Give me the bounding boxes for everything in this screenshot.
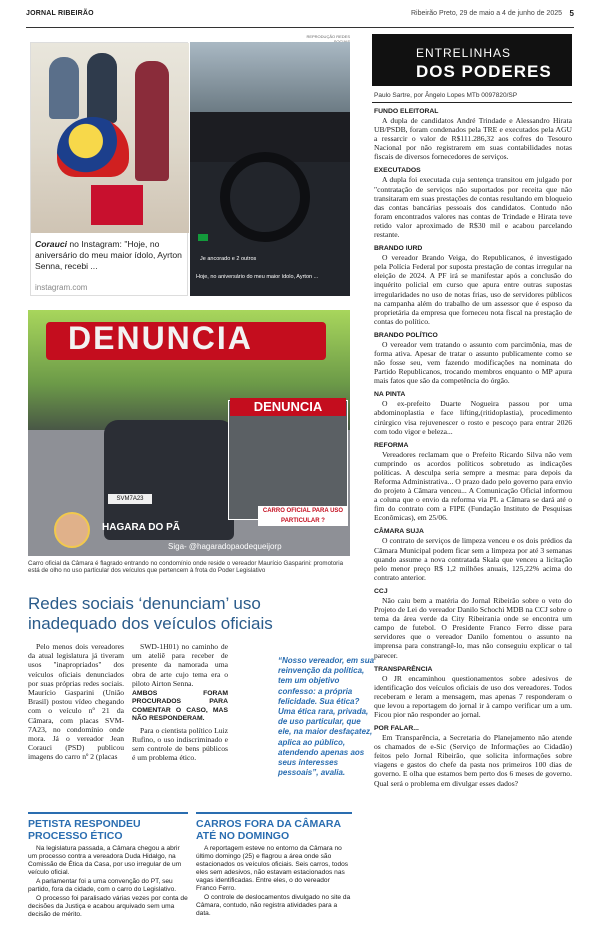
article-paragraph: SWD-1H01) no caminho de um ateliê para receber de presente da namorada uma obra de arte cujo tema era o piloto Airton Senna.	[132, 642, 228, 688]
video-overlay-caption: Hoje, no aniversário do meu maior ídolo, Ayrton ...	[196, 274, 319, 280]
instagram-caption-text: no Instagram: "Hoje, no aniversário do meu maior ídolo, Ayrton Senna, recebi ...	[35, 239, 182, 271]
note-text: O vereador vem tratando o assunto com parcimônia, mas de forma ativa. Apesar de tratar o assunto publicamente como se não fosse seu, vem fazendo modificações na nominata do Partido Republicanos, trocando membros enquanto o MP apura mais fatos que são da competência do órgão.	[374, 339, 572, 386]
note-text: Em Transparência, a Secretaria do Planejamento não atende os chamados de e-Sic (Serviço de Informações ao Cidadão) feitos pelo Jornal Ribeirão, que solicita informações sobre viagens e gastos do chefe da pasta nos primeiros 100 dias de governo. E olha que estamos bem perto dos 6 meses de governo. Qual será o problema em divulgar esses dados?	[374, 733, 572, 788]
person-figure	[87, 53, 117, 123]
denuncia-banner-text: DENUNCIA	[68, 320, 253, 356]
note-text: Vereadores reclamam que o Prefeito Ricardo Silva não vem cumprindo os acordos políticos sobretudo as indicações políticas. A desculpa seria sempre a mesma: para depois da Reforma Administrativa... O prazo dado pelo governo para envio do projeto à Câmara venceu... A Comunicação Oficial informou a coluna que o envio da reforma via PL a Câmara se dará até o fim do contrato com a FIPE (Fundação Instituto de Pesquisas Econômicas), em 25/06.	[374, 449, 572, 523]
column-title-line2: DOS PODERES	[416, 62, 552, 81]
photo-credit: REPRODUÇÃO REDES	[306, 34, 350, 39]
steering-wheel	[220, 152, 310, 242]
sidebar-box-left	[28, 818, 188, 920]
note-text: O JR encaminhou questionamentos sobre adesivos de identificação dos veículos oficiais de uso dos vereadores. Todos receberam e leram a mensagem, mas apenas 7 responderam o que levou a reportagem do jornal ir à campo verificar um a um. Ficou pior não responder ao jornal.	[374, 673, 572, 719]
inset-caption: CARRO OFICIAL PARA USO PARTICULAR ?	[258, 506, 348, 526]
column-note	[374, 245, 572, 326]
avatar	[54, 512, 90, 548]
column-notes	[374, 108, 572, 794]
denuncia-image	[28, 310, 350, 556]
column-title-line1: ENTRELINHAS	[416, 46, 512, 60]
column-note	[374, 666, 572, 719]
helmet-artwork	[57, 117, 129, 177]
article-column-2	[132, 642, 228, 762]
brand-text: HAGARA DO PÃ	[102, 522, 180, 533]
box-paragraph: O processo foi paralisado várias vezes por conta de decisões da Justiça e acabou arquivado sem uma decisão de mérito.	[28, 895, 188, 918]
note-text: A dupla foi executada cuja sentença transitou em julgado por "contratação de serviços não suportados por receita que não transitaram em suas prestações de contas resultando em bloqueio das contas bancárias pessoais dos candidatos. Contudo não foram encontrados valores nas contas de Trindade e Hirata teve retido valor aproximado de R$30 mil e acabou parcelando restante.	[374, 175, 572, 240]
inset-banner: DENUNCIA	[230, 398, 346, 416]
car-video-still	[190, 42, 350, 296]
windshield-view	[190, 42, 350, 112]
issue-date: Ribeirão Preto, 29 de maio a 4 de junho de 2025	[411, 10, 562, 17]
person-figure	[135, 61, 169, 181]
note-title: CCJ	[374, 587, 388, 595]
column-note	[374, 588, 572, 660]
note-title: BRANDO IURD	[374, 245, 423, 253]
note-title: CÂMARA SUJA	[374, 528, 424, 536]
article-column-1	[28, 642, 124, 762]
column-note	[374, 332, 572, 385]
article-paragraph: Para o cientista político Luiz Rufino, o uso indiscriminado e sem controle de bens públicos é um problema ético.	[132, 725, 228, 763]
note-title: FUNDO ELEITORAL	[374, 108, 439, 115]
box-title: CARROS FORA DA CÂMARA ATÉ NO DOMINGO	[196, 818, 341, 842]
instagram-photo	[31, 43, 189, 233]
note-text: Não caiu bem a matéria do Jornal Ribeirão sobre o veto do Projeto de Lei do vereador Danilo Schochi MDB na CCJ sobre o tema da área verde da City Ribeirania onde se encontra um campo de futebol. O Presidente Franco Ferro disse para servidores que o vereador Danilo fomentou o assunto na imprensa para constrangê-lo, mas não conseguiu explicar o tal parecer.	[374, 595, 572, 660]
box-paragraph: A parlamentar foi a uma convenção do PT, seu partido, fora da cidade, com o carro do Legislativo.	[28, 878, 177, 893]
note-text: O ex-prefeito Duarte Nogueira passou por uma abdominoplastia e face lifting,(ritidoplastia), procedimento cirúrgico visa rejuvenescer o rosto e pescoço para entrar 2026 com todo vigor e beleza...	[374, 399, 572, 436]
pull-quote: “Nosso vereador, em sua reinvenção da política, tem um objetivo confesso: a própria felicidade. Sua ética? Uma ética rara, privada, de uso particular, que ele, na maior desfaçatez, aplica ao público, atendendo apenas aos seus interesses pessoais”, avalia.	[278, 656, 375, 778]
person-figure	[49, 57, 79, 119]
note-text: A dupla de candidatos André Trindade e Alessandro Hirata UB/PSDB, foram condenados pela TRE e executados pela AGU a ressarcir o valor de R$111.286,32 aos cofres do Tesouro Nacional por não registrarem em suas contabilidades notas fiscais de diversos fornecedores de serviços.	[374, 116, 572, 162]
instagram-caption	[35, 239, 187, 272]
red-panel	[91, 185, 143, 225]
instagram-post-card	[30, 42, 188, 296]
article-headline: Redes sociais ‘denunciam’ uso inadequado dos veículos oficiais	[28, 594, 273, 633]
instagram-url: instagram.com	[35, 283, 88, 292]
column-logo	[372, 34, 572, 86]
box-paragraph: A reportagem esteve no entorno da Câmara no último domingo (25) e flagrou a área onde são estacionados os veículos oficiais. Seis carros, todos eles sem adesivos, não estavam estacionados nas vagas identificadas. Entre eles, o do vereador Franco Ferro.	[196, 845, 349, 892]
divider	[196, 812, 352, 814]
note-title: TRANSPARÊNCIA	[374, 665, 433, 673]
column-note	[374, 391, 572, 435]
note-title: POR FALAR...	[374, 725, 419, 733]
column-note	[374, 442, 572, 523]
box-paragraph: O controle de deslocamentos divulgado no site da Câmara, contudo, não registra atividades para a data.	[196, 894, 351, 917]
note-text: O contrato de serviços de limpeza venceu e os dois prédios da Câmara Municipal podem ficar sem a limpeza por até 3 semanas quando assume a nova contratada Skala que venceu a licitação pelo menor preço R$ 1,2 milhões anuais, 125,22% acima do contrato anterior.	[374, 536, 572, 582]
article-paragraph: Pelo menos dois vereadores da atual legislatura já tiveram usos "inapropriados" dos veículos oficiais denunciados por suas próprias redes sociais. Maurício Gasparini (União Brasil) postou vídeo chegando com o veículo nº 21 da Câmara, com placas SVM-7A23, no condomínio onde mora. Já o vereador Jean Corauci (PSD) publicou imagens do carro nº 2 (placas	[28, 642, 124, 762]
page-header	[26, 6, 574, 28]
instagram-user: Corauci	[35, 239, 67, 249]
handle-text: Siga- @hagaradopaodequeijorp	[168, 542, 282, 551]
column-note	[374, 167, 572, 239]
column-byline: Paulo Sartre, por Ângelo Lopes MTb 0097820/SP	[374, 92, 518, 99]
divider	[372, 102, 572, 103]
divider	[28, 812, 188, 814]
license-plate: SVM7A23	[108, 494, 152, 504]
note-title: REFORMA	[374, 441, 409, 449]
publication-name: JORNAL RIBEIRÃO	[26, 10, 94, 17]
column-note	[374, 725, 572, 788]
note-title: BRANDO POLÍTICO	[374, 331, 438, 339]
box-paragraph: Na legislatura passada, a Câmara chegou a abrir um processo contra a vereadora Duda Hidalgo, na Comissão de Ética da Casa, por uso irregular de um veículo oficial.	[28, 845, 182, 876]
article-subhead: AMBOS FORAM PROCURADOS PARA COMENTAR O CASO, MAS NÃO RESPONDERAM.	[132, 690, 228, 723]
sidebar-box-right	[196, 818, 352, 919]
note-title: EXECUTADOS	[374, 167, 421, 175]
column-note	[374, 528, 572, 581]
flag-icon	[198, 234, 208, 241]
image-caption: Carro oficial da Câmara é flagrado entrando no condomínio onde reside o vereador Maurício Gasparini: promotoria está de olho no uso particular dos veículos que pertencem à frota do Poder Legislativo	[28, 560, 344, 575]
column-note	[374, 108, 572, 161]
inset-photo	[228, 400, 348, 520]
note-title: NA PINTA	[374, 391, 406, 399]
box-title: PETISTA RESPONDEU PROCESSO ÉTICO	[28, 818, 141, 842]
page-number: 5	[569, 9, 574, 18]
video-overlay-users: Je ancorado e 2 outros	[200, 256, 257, 262]
note-text: O vereador Brando Veiga, do Republicanos, é investigado pela Polícia Federal por suposta prestação de contas irregular na eleição de 2024. A PF irá se manifestar após a conclusão do inquérito policial em curso que apura entre outras supostas irregularidades no uso de notas frias, uso de servidores públicos na campanha além do trabalho de um assessor que é esposo da proprietária da empresa que forneceu nota fiscal na prestação de contas do político.	[374, 253, 572, 326]
